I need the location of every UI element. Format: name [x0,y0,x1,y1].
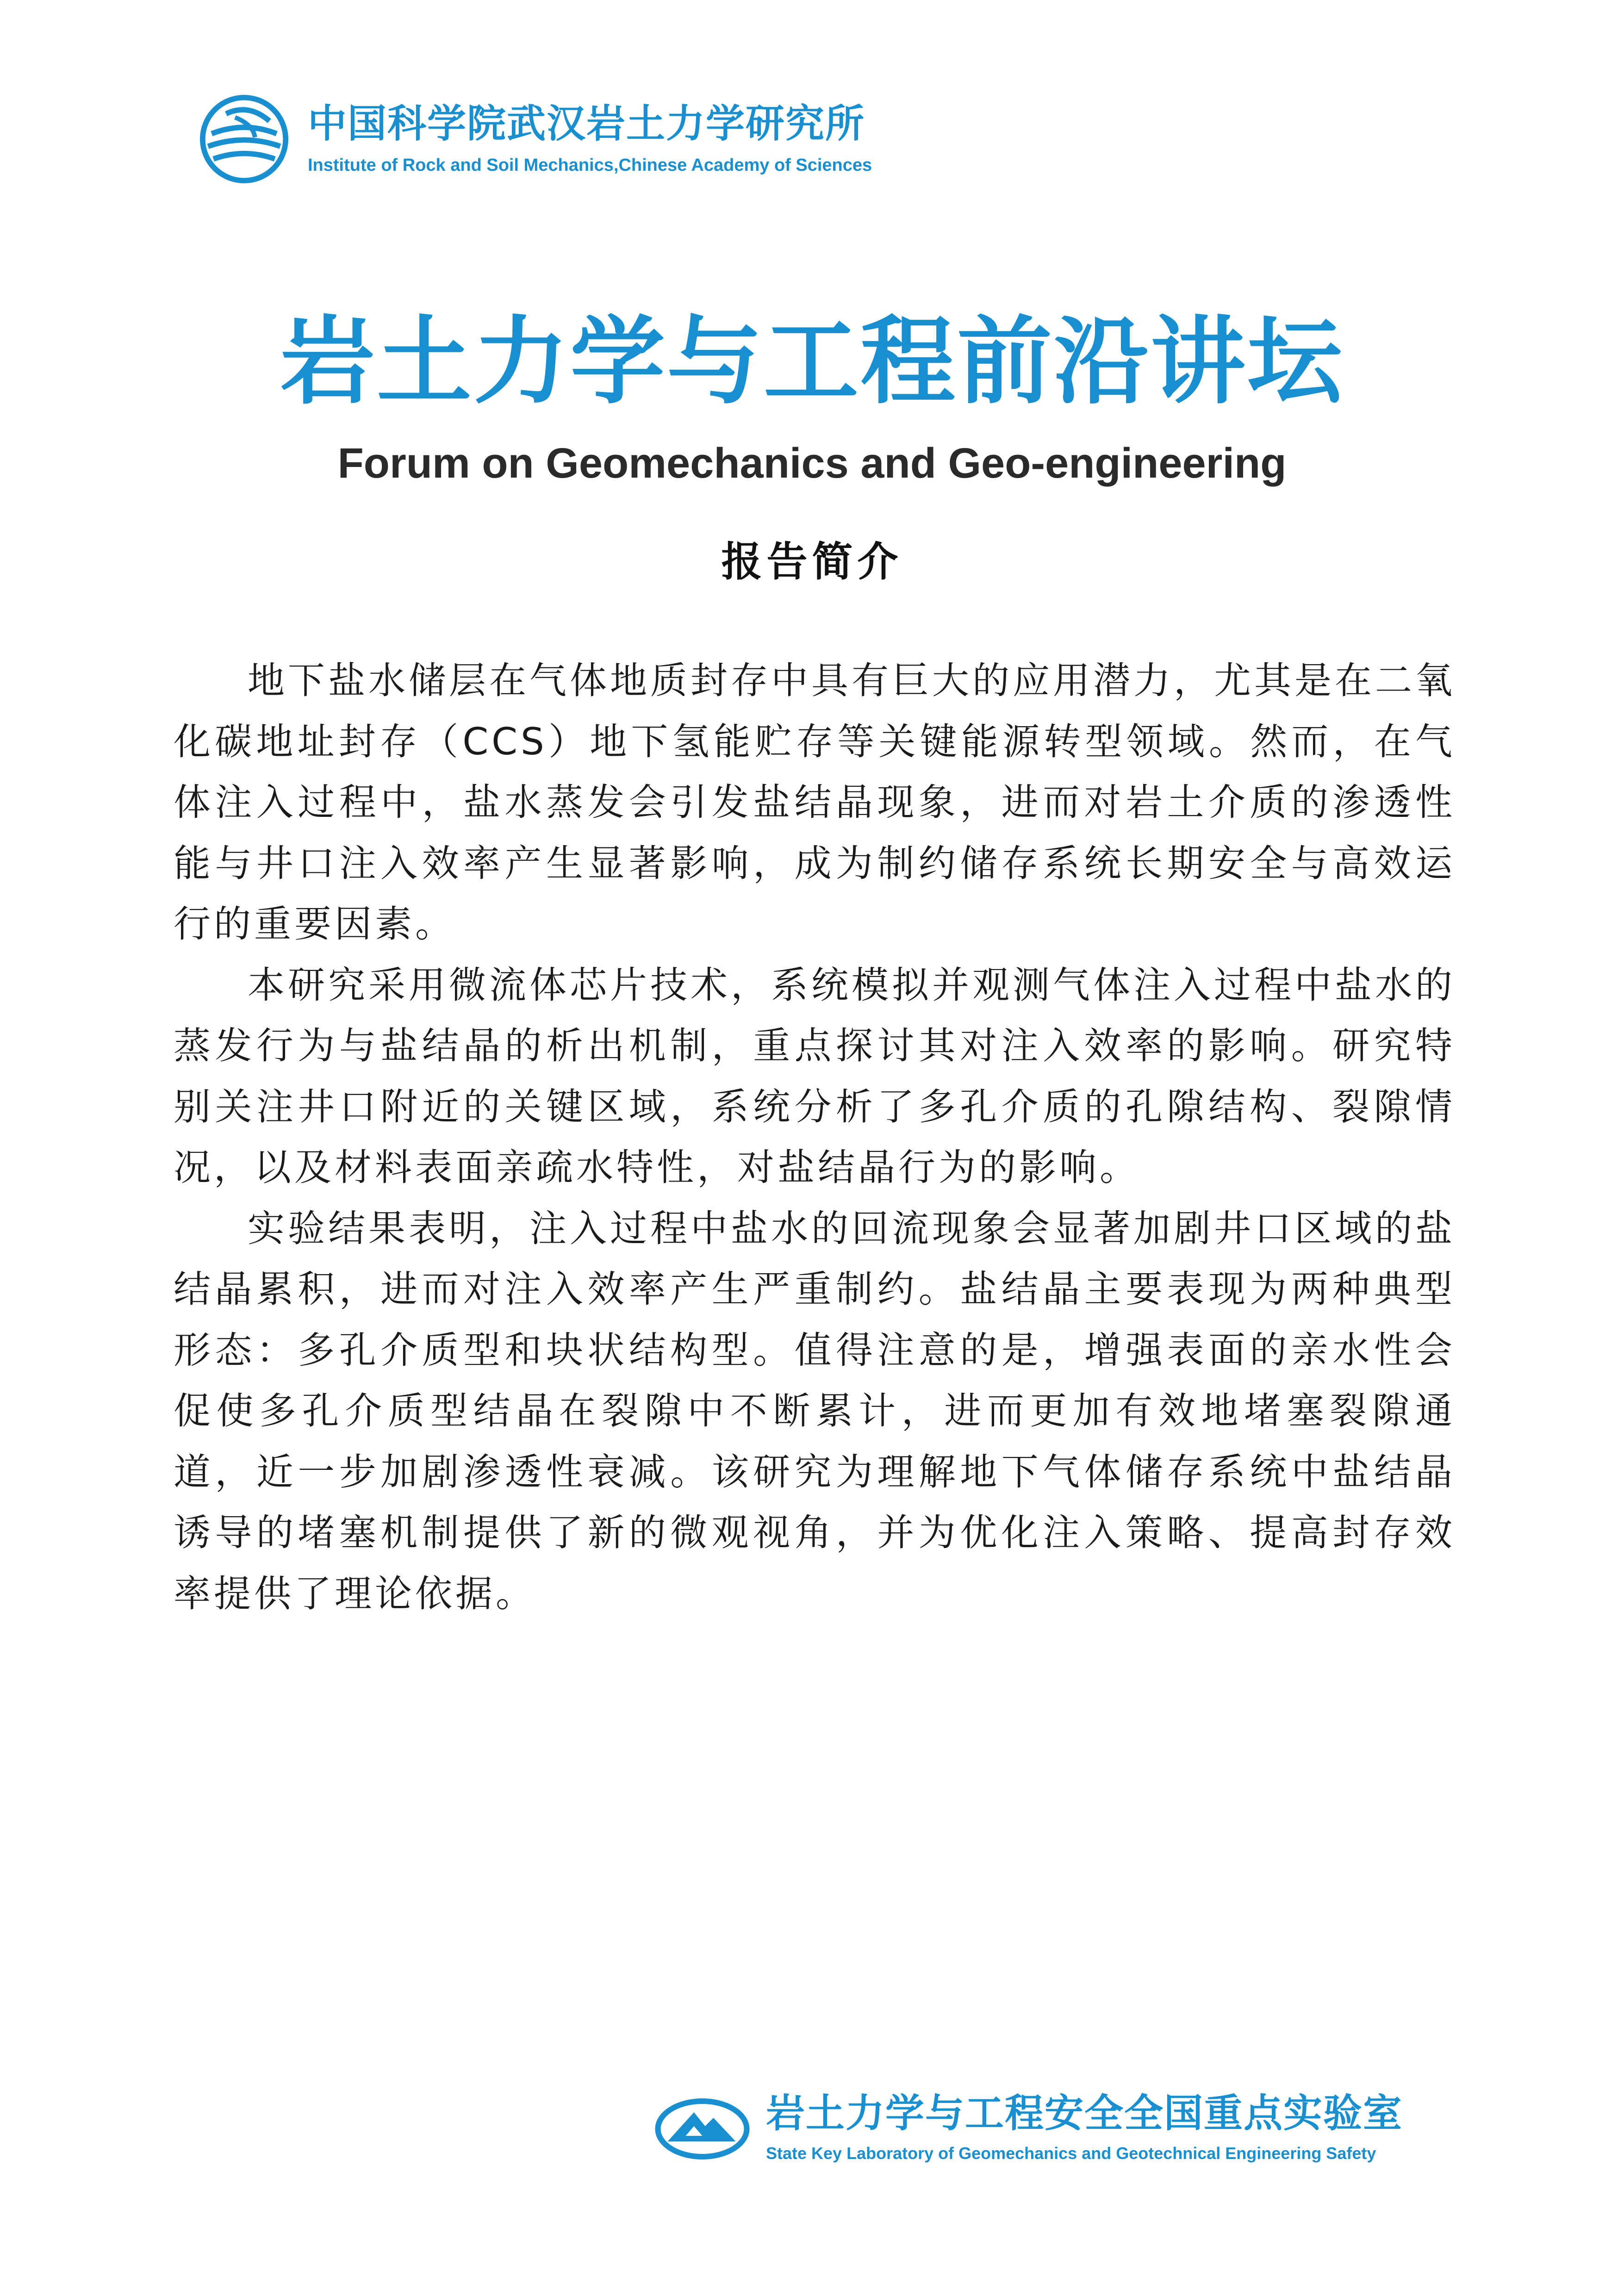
lab-name-en: State Key Laboratory of Geomechanics and Geotechnical Engineering Safety [766,2144,1376,2163]
abstract-paragraph-3: 实验结果表明，注入过程中盐水的回流现象会显著加剧井口区域的盐结晶累积，进而对注入效率产生严重制约。盐结晶主要表现为两种典型形态：多孔介质型和块状结构型。值得注意的是，增强表面的亲水性会促使多孔介质型结晶在裂隙中不断累计，进而更加有效地堵塞裂隙通道，近一步加剧渗透性衰减。该研究为理解地下气体储存系统中盐结晶诱导的堵塞机制提供了新的微观视角，并为优化注入策略、提高封存效率提供了理论依据。 [174,1207,1456,1615]
institute-name-cn: 中国科学院武汉岩土力学研究所 [308,101,865,147]
lab-name-cn: 岩土力学与工程安全全国重点实验室 [766,2091,1403,2136]
abstract-paragraph-1: 地下盐水储层在气体地质封存中具有巨大的应用潜力，尤其是在二氧化碳地址封存（CCS）地下氢能贮存等关键能源转型领域。然而，在气体注入过程中，盐水蒸发会引发盐结晶现象，进而对岩土介质的渗透性能与井口注入效率产生显著影响，成为制约储存系统长期安全与高效运行的重要因素。 [174,659,1456,946]
lab-footer [653,2092,1403,2163]
forum-title-en: Forum on Geomechanics and Geo-engineering [337,440,1287,487]
institute-name-en: Institute of Rock and Soil Mechanics,Chinese Academy of Sciences [308,155,872,175]
mountain-lab-logo-icon [653,2093,752,2162]
report-abstract [174,650,1456,1624]
abstract-paragraph-2: 本研究采用微流体芯片技术，系统模拟并观测气体注入过程中盐水的蒸发行为与盐结晶的析出机制，重点探讨其对注入效率的影响。研究特别关注井口附近的关键区域，系统分析了多孔介质的孔隙结构、裂隙情况，以及材料表面亲疏水特性，对盐结晶行为的影响。 [174,963,1456,1189]
forum-title-cn: 岩土力学与工程前沿讲坛 [280,307,1344,417]
institute-globe-logo-icon [199,94,289,184]
section-heading: 报告简介 [721,538,903,585]
institute-header [199,88,872,190]
